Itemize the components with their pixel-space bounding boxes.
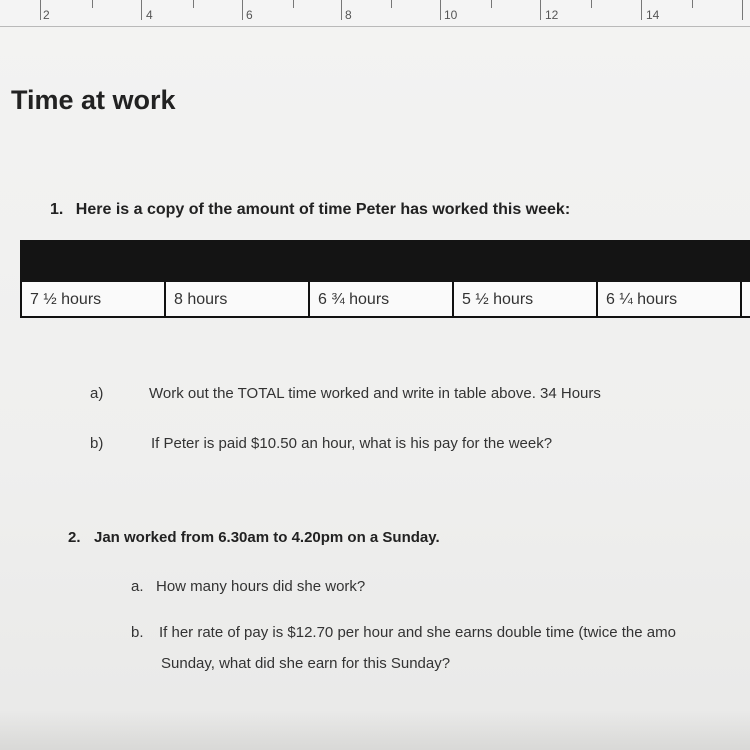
- ruler-tick: [141, 0, 142, 20]
- horizontal-ruler[interactable]: [0, 0, 750, 27]
- table-header-row: [20, 240, 750, 282]
- ruler-tick: [92, 0, 93, 8]
- part-label: a.: [131, 578, 144, 595]
- part-label: a): [90, 385, 104, 402]
- ruler-tick: [540, 0, 541, 20]
- question-2-heading: [68, 529, 440, 546]
- ruler-tick: [440, 0, 441, 20]
- ruler-tick: [242, 0, 243, 20]
- ruler-label: 8: [345, 8, 352, 22]
- ruler-tick: [293, 0, 294, 8]
- hours-table: [20, 240, 750, 318]
- ruler-label: 4: [146, 8, 153, 22]
- table-row: [20, 282, 750, 318]
- page-title: Time at work: [11, 85, 176, 115]
- ruler-tick: [591, 0, 592, 8]
- ruler-label: 2: [43, 8, 50, 22]
- ruler-label: 10: [444, 8, 458, 22]
- ruler-tick: [641, 0, 642, 20]
- ruler-tick: [193, 0, 194, 8]
- ruler-tick: [391, 0, 392, 8]
- question-number: 2.: [68, 529, 81, 546]
- ruler-tick: [742, 0, 743, 20]
- ruler-label: 14: [646, 8, 660, 22]
- ruler-tick: [40, 0, 41, 20]
- question-text: Jan worked from 6.30am to 4.20pm on a Sunday.: [94, 529, 440, 546]
- part-text: How many hours did she work?: [156, 578, 366, 595]
- part-text: Work out the TOTAL time worked and write in table above. 34 Hours: [149, 385, 601, 402]
- part-label: b): [90, 435, 104, 452]
- document-page[interactable]: [0, 27, 750, 750]
- ruler-label: 12: [545, 8, 559, 22]
- part-text: Sunday, what did she earn for this Sunday?: [161, 655, 451, 672]
- ruler-tick: [341, 0, 342, 20]
- part-text: If Peter is paid $10.50 an hour, what is his pay for the week?: [151, 435, 553, 452]
- table-cell[interactable]: 5 ½ hours: [454, 282, 598, 316]
- ruler-tick: [692, 0, 693, 8]
- ruler-tick: [491, 0, 492, 8]
- question-text: Here is a copy of the amount of time Peter has worked this week:: [75, 201, 571, 218]
- table-cell[interactable]: 6 ¾ hours: [310, 282, 454, 316]
- table-cell[interactable]: 7 ½ hours: [22, 282, 166, 316]
- table-cell[interactable]: 6 ¼ hours: [598, 282, 742, 316]
- question-1-heading: [50, 201, 570, 219]
- table-cell[interactable]: 8 hours: [166, 282, 310, 316]
- part-label: b.: [131, 624, 144, 641]
- question-number: 1.: [50, 201, 64, 218]
- page-shadow: [0, 710, 750, 750]
- part-text: If her rate of pay is $12.70 per hour and she earns double time (twice the amo: [159, 624, 676, 641]
- ruler-label: 6: [246, 8, 253, 22]
